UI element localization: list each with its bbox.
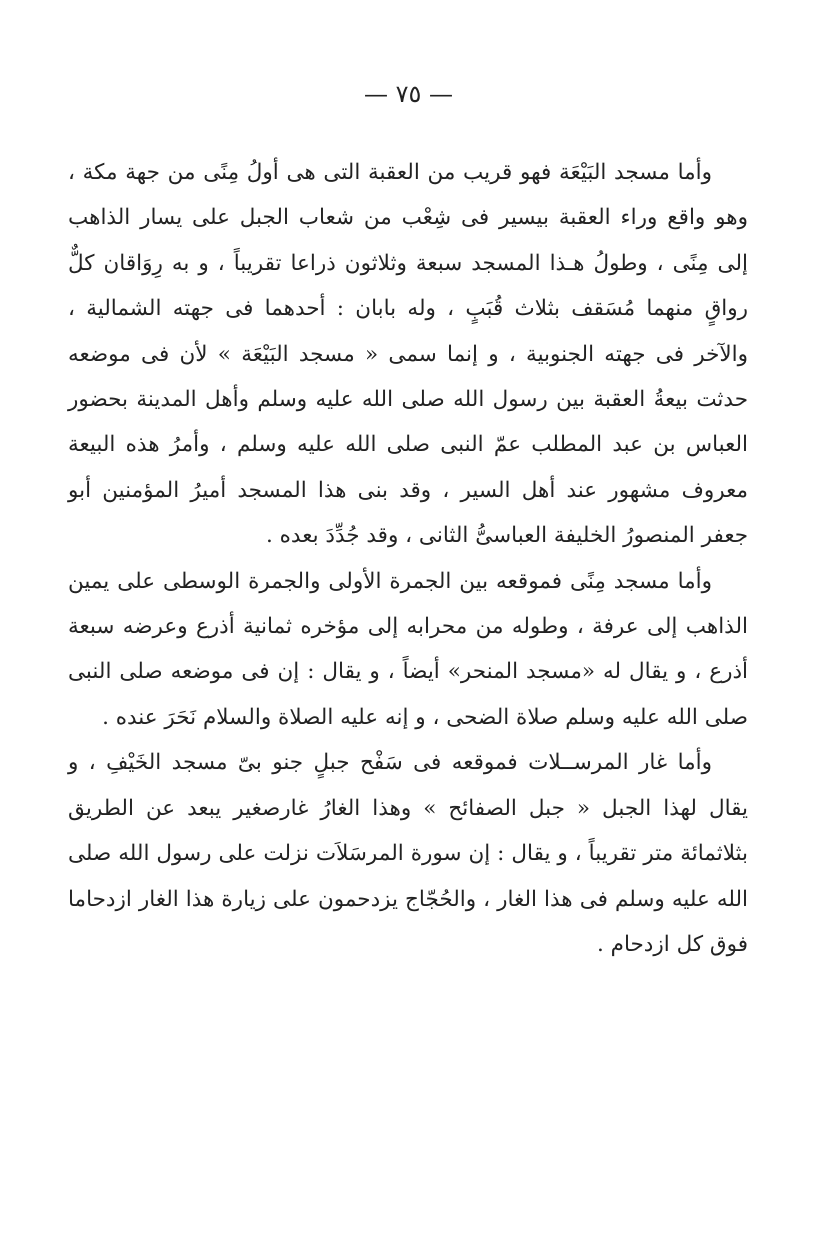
paragraph-mina-mosque: وأما مسجد مِنًى فموقعه بين الجمرة الأولى والجمرة الوسطى على يمين الذاهب إلى عرفة ، وطوله من محرابه إلى مؤخره ثمانية أذرع وعرضه سبعة أذرع ، و يقال له «مسجد المنحر» أيضاً ، و يقال : إن فى موضعه صلى النبى صلى الله عليه وسلم صلاة الضحى ، و إنه عليه الصلاة والسلام نَحَرَ عنده . <box>68 568 748 730</box>
body-text <box>68 150 748 967</box>
page-number: — ٧٥ — <box>363 80 454 108</box>
paragraph-bay-ah-mosque: وأما مسجد البَيْعَة فهو قريب من العقبة التى هى أولُ مِنًى من جهة مكة ، وهو واقع وراء العقبة بيسير فى شِعْب من شعاب الجبل على يسار الذاهب إلى مِنًى ، وطولُ هـذا المسجد سبعة وثلاثون ذراعا تقريباً ، و به رِوَاقان كلٌّ رواقٍ منهما مُسَقف بثلاث قُبَبٍ ، وله بابان : أحدهما فى جهته الشمالية ، والآخر فى جهته الجنوبية ، و إنما سمى « مسجد البَيْعَة » لأن فى موضعه حدثت بيعةُ العقبة بين رسول الله صلى الله عليه وسلم وأهل المدينة بحضور العباس بن عبد المطلب عمّ النبى صلى الله عليه وسلم ، وأمرُ هذه البيعة معروف مشهور عند أهل السير ، وقد بنى هذا المسجد أميرُ المؤمنين أبو جعفر المنصورُ الخليفة العباسىُّ الثانى ، وقد جُدِّدَ بعده . <box>68 160 748 549</box>
paragraph-mursalat-cave: وأما غار المرســلات فموقعه فى سَفْح جبلٍ جنو بىّ مسجد الخَيْفِ ، و يقال لهذا الجبل « جبل الصفائح » وهذا الغارُ غارصغير يبعد عن الطريق بثلاثمائة متر تقريباً ، و يقال : إن سورة المرسَلاَت نزلت على رسول الله صلى الله عليه وسلم فى هذا الغار ، والحُجّاج يزدحمون على زيارة هذا الغار ازدحاما فوق كل ازدحام . <box>68 750 748 957</box>
